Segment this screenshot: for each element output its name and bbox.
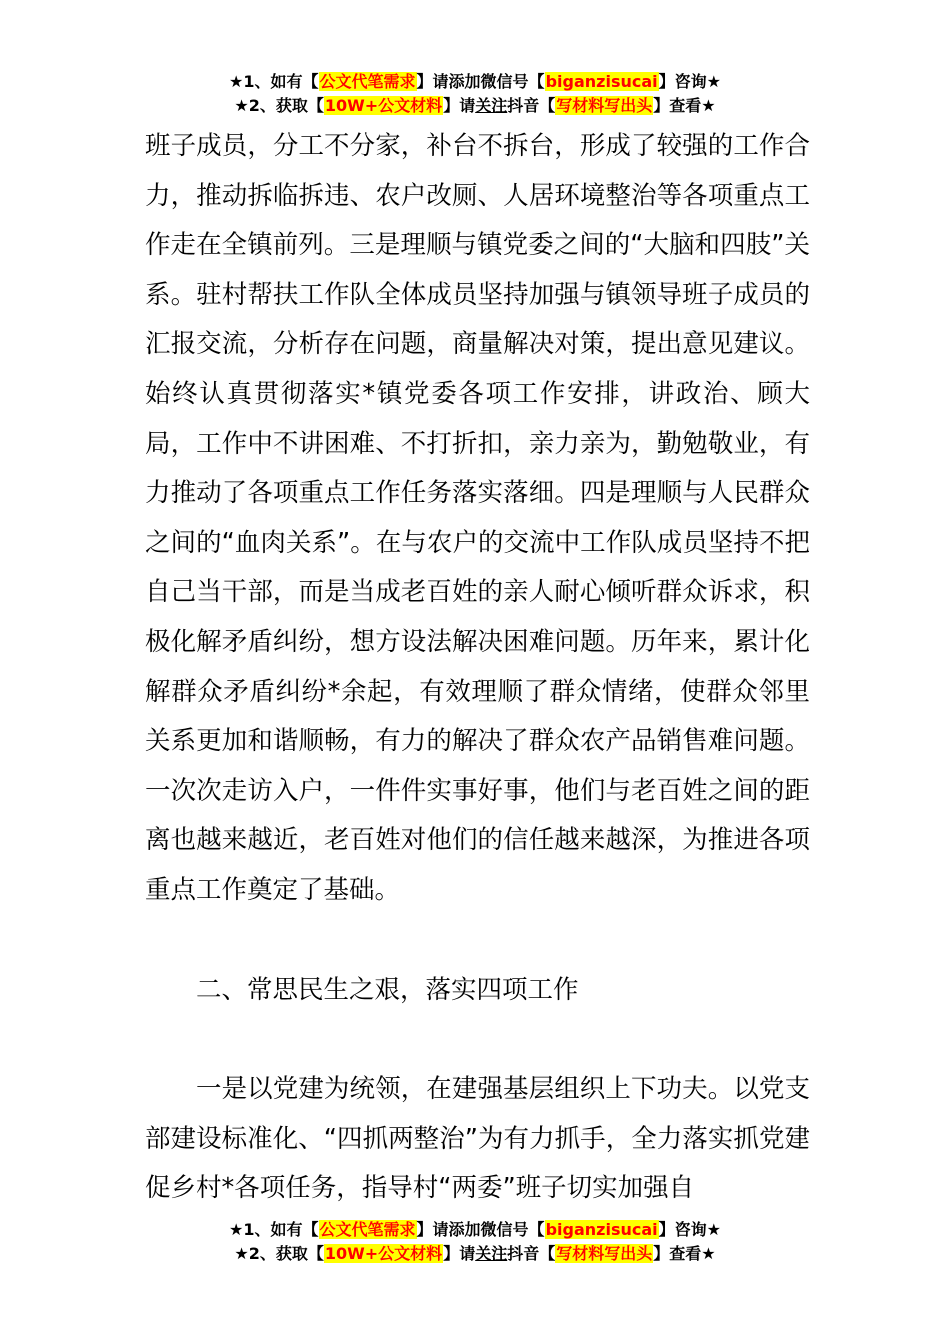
bottom-banner xyxy=(0,1218,950,1266)
banner-line-1 xyxy=(0,70,950,94)
banner-highlight-douyin: 写材料写出头 xyxy=(556,1244,653,1263)
banner-highlight-douyin: 写材料写出头 xyxy=(556,96,653,115)
banner-text: ★1、如有【 xyxy=(229,72,319,91)
paragraph: 一是以党建为统领，在建强基层组织上下功夫。以党支部建设标准化、“四抓两整治”为有力抓手，全力落实抓党建促乡村*各项任务，指导村“两委”班子切实加强自 xyxy=(145,1074,810,1204)
banner-text: 抖音【 xyxy=(507,1244,556,1263)
banner-text: 】请 xyxy=(443,1244,476,1263)
document-body xyxy=(145,122,810,1214)
banner-text: ★2、获取【 xyxy=(234,1244,324,1263)
section-heading: 二、常思民生之艰，落实四项工作 xyxy=(196,974,579,1005)
banner-text-underlined: 关注 xyxy=(475,1244,508,1263)
banner-line-2 xyxy=(0,1242,950,1266)
banner-highlight: 10W+公文材料 xyxy=(324,1244,443,1263)
banner-text: 加 xyxy=(464,72,481,91)
banner-text: 抖音【 xyxy=(507,96,556,115)
banner-text: 】请添 xyxy=(416,72,465,91)
banner-text: 微信号【 xyxy=(480,1220,545,1239)
banner-text: 】查看★ xyxy=(653,1244,716,1263)
banner-text: 微信号【 xyxy=(480,72,545,91)
banner-text: 】咨询★ xyxy=(658,1220,721,1239)
banner-text: 加 xyxy=(464,1220,481,1239)
banner-text: ★1、如有【 xyxy=(229,1220,319,1239)
banner-highlight: 10W+公文材料 xyxy=(324,96,443,115)
banner-highlight-wechat: biganzisucai xyxy=(545,72,658,91)
banner-text: ★2、获取【 xyxy=(234,96,324,115)
paragraph-continued: 班子成员，分工不分家，补台不拆台，形成了较强的工作合力，推动拆临拆违、农户改厕、人居环境整治等各项重点工作走在全镇前列。三是理顺与镇党委之间的“大脑和四肢”关系。驻村帮扶工作队全体成员坚持加强与镇领导班子成员的汇报交流，分析存在问题，商量解决对策，提出意见建议。始终认真贯彻落实*镇党委各项工作安排，讲政治、顾大局，工作中不讲困难、不打折扣，亲力亲为，勤勉敬业，有力推动了各项重点工作任务落实落细。四是理顺与人民群众之间的“血肉关系”。在与农户的交流中工作队成员坚持不把自己当干部，而是当成老百姓的亲人耐心倾听群众诉求，积极化解矛盾纠纷，想方设法解决困难问题。历年来，累计化解群众矛盾纠纷*余起，有效理顺了群众情绪，使群众邻里关系更加和谐顺畅，有力的解决了群众农产品销售难问题。一次次走访入户，一件件实事好事，他们与老百姓之间的距离也越来越近，老百姓对他们的信任越来越深，为推进各项重点工作奠定了基础。 xyxy=(145,131,810,905)
banner-text: 】请 xyxy=(443,96,476,115)
banner-highlight: 公文代笔需求 xyxy=(319,1220,416,1239)
banner-highlight-wechat: biganzisucai xyxy=(545,1220,658,1239)
banner-text: 】咨询★ xyxy=(658,72,721,91)
banner-text: 】请添 xyxy=(416,1220,465,1239)
banner-text: 】查看★ xyxy=(653,96,716,115)
banner-line-1 xyxy=(0,1218,950,1242)
banner-line-2 xyxy=(0,94,950,118)
top-banner xyxy=(0,70,950,118)
banner-text-underlined: 关注 xyxy=(475,96,508,115)
banner-highlight: 公文代笔需求 xyxy=(319,72,416,91)
